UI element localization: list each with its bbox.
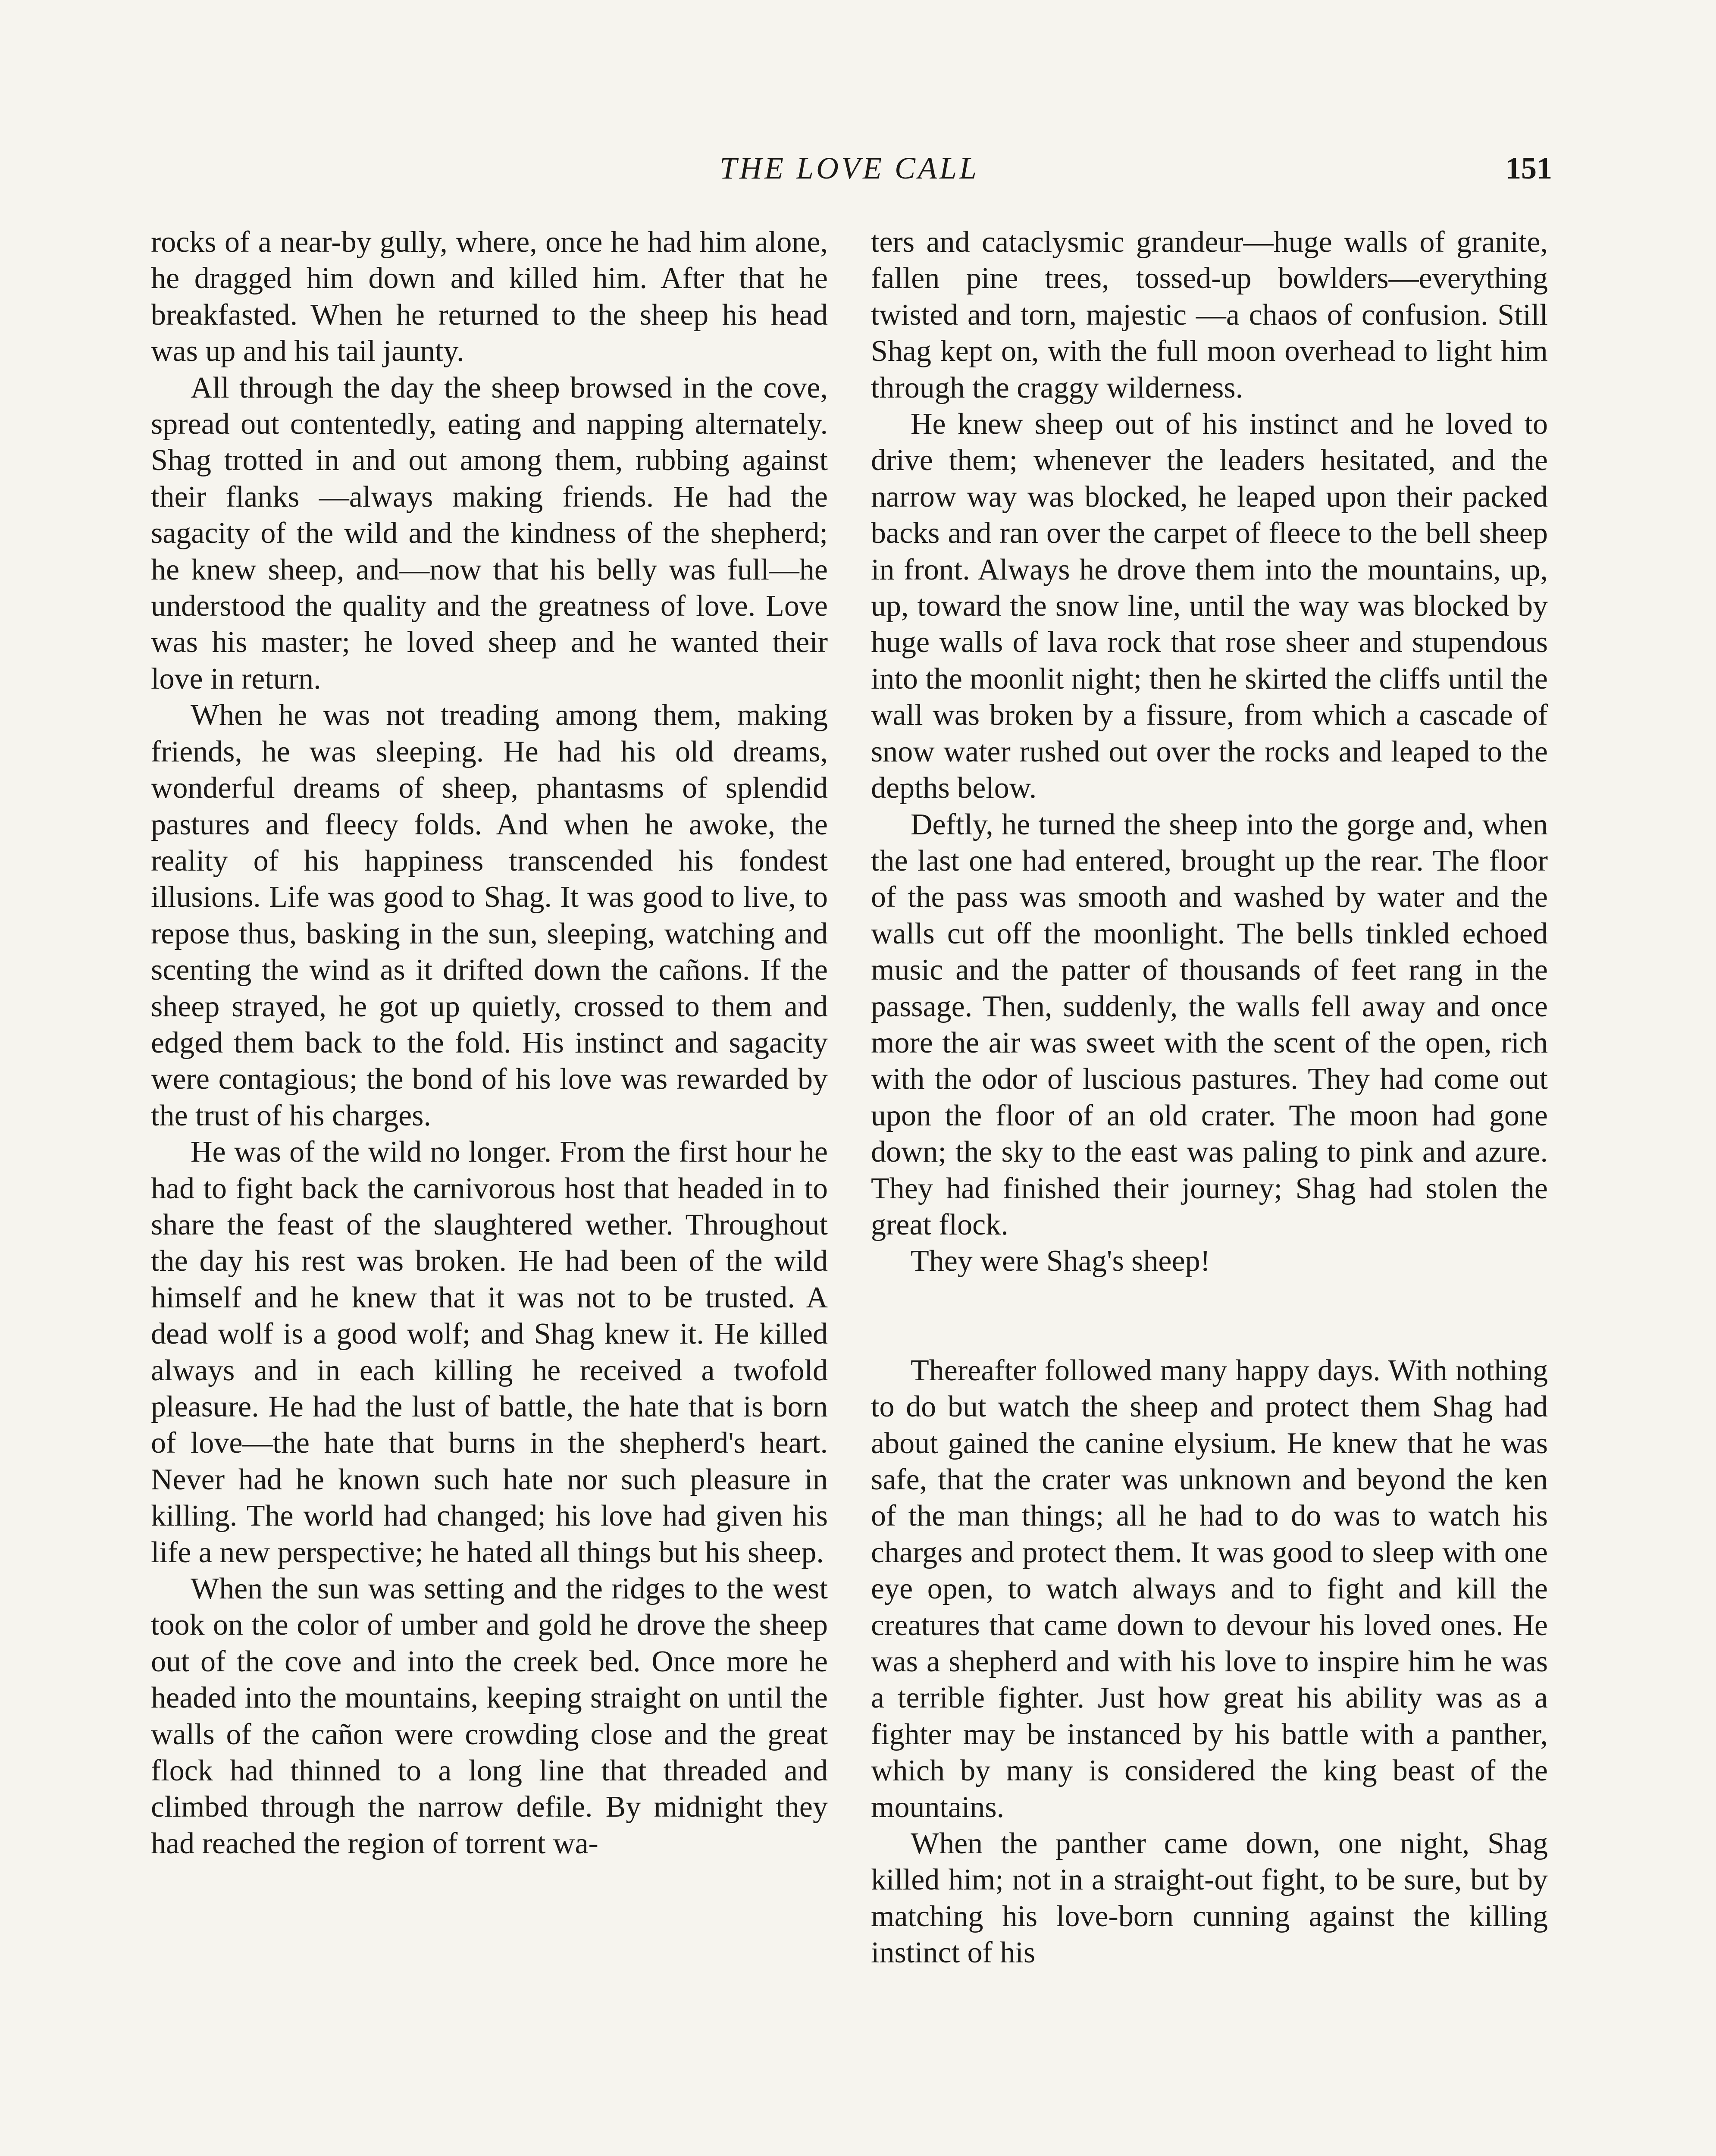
paragraph: He knew sheep out of his instinct and he loved to drive them; whenever the leaders hesitated, and the narrow way was blocked, he leaped upon their packed backs and ran over the carpet of fleece to the bell sheep in front. Always he drove them into the mountains, up, up, toward the snow line, until the way was blocked by huge walls of lava rock that rose sheer and stupendous into the moonlit night; then he skirted the cliffs until the wall was broken by a fissure, from which a cascade of snow water rushed out over the rocks and leaped to the depths below. [871, 407, 1548, 805]
paragraph: They were Shag's sheep! [911, 1244, 1210, 1278]
running-title: THE LOVE CALL [719, 151, 980, 185]
paragraph: Deftly, he turned the sheep into the gorge and, when the last one had entered, brought up the rear. The floor of the pass was smooth and washed by water and the walls cut off the moonlight. The bells tinkled echoed music and the patter of thousands of feet rang in the passage. Then, suddenly, the walls fell away and once more the air was sweet with the scent of the open, rich with the odor of luscious pastures. They had come out upon the floor of an old crater. The moon had gone down; the sky to the east was paling to pink and azure. They had finished their journey; Shag had stolen the great flock. [871, 808, 1548, 1241]
paragraph: rocks of a near-by gully, where, once he had him alone, he dragged him down and killed him. After that he breakfasted. When he returned to the sheep his head was up and his tail jaunty. [151, 226, 828, 368]
right-column [871, 224, 1548, 1971]
paragraph: When he was not treading among them, making friends, he was sleeping. He had his old dreams, wonderful dreams of sheep, phantasms of splendid pastures and fleecy folds. And when he awoke, the reality of his happiness transcended his fondest illusions. Life was good to Shag. It was good to live, to repose thus, basking in the sun, sleeping, watching and scenting the wind as it drifted down the cañons. If the sheep strayed, he got up quietly, crossed to them and edged them back to the fold. His instinct and sagacity were contagious; the bond of his love was rewarded by the trust of his charges. [151, 699, 828, 1132]
paragraph: Thereafter followed many happy days. With nothing to do but watch the sheep and protect them Shag had about gained the canine elysium. He knew that he was safe, that the crater was unknown and beyond the ken of the man things; all he had to do was to watch his charges and protect them. It was good to sleep with one eye open, to watch always and to fight and kill the creatures that came down to devour his loved ones. He was a shepherd and with his love to inspire him he was a terrible fighter. Just how great his ability was as a fighter may be instanced by his battle with a panther, which by many is considered the king beast of the mountains. [871, 1354, 1548, 1824]
page-number: 151 [1506, 151, 1552, 185]
paragraph: ters and cataclysmic grandeur—huge walls of granite, fallen pine trees, tossed-up bowlders—everything twisted and torn, majestic —a chaos of confusion. Still Shag kept on, with the full moon overhead to light him through the craggy wilderness. [871, 226, 1548, 404]
section-break [871, 1280, 1548, 1353]
paragraph: He was of the wild no longer. From the first hour he had to fight back the carnivorous host that headed in to share the feast of the slaughtered wether. Throughout the day his rest was broken. He had been of the wild himself and he knew that it was not to be trusted. A dead wolf is a good wolf; and Shag knew it. He killed always and in each killing he received a twofold pleasure. He had the lust of battle, the hate that is born of love—the hate that burns in the shepherd's heart. Never had he known such hate nor such pleasure in killing. The world had changed; his love had given his life a new perspective; he hated all things but his sheep. [151, 1135, 828, 1569]
paragraph: All through the day the sheep browsed in the cove, spread out contentedly, eating and napping alternately. Shag trotted in and out among them, rubbing against their flanks —always making friends. He had the sagacity of the wild and the kindness of the shepherd; he knew sheep, and—now that his belly was full—he understood the quality and the greatness of love. Love was his master; he loved sheep and he wanted their love in return. [151, 371, 828, 696]
paragraph: When the panther came down, one night, Shag killed him; not in a straight-out fight, to be sure, but by matching his love-born cunning against the killing instinct of his [871, 1827, 1548, 1970]
running-head [147, 142, 1552, 194]
paragraph: When the sun was setting and the ridges to the west took on the color of umber and gold he drove the sheep out of the cove and into the creek bed. Once more he headed into the mountains, keeping straight on until the walls of the cañon were crowding close and the great flock had thinned to a long line that threaded and climbed through the narrow defile. By midnight they had reached the region of torrent wa- [151, 1572, 828, 1860]
left-column [151, 224, 828, 1862]
